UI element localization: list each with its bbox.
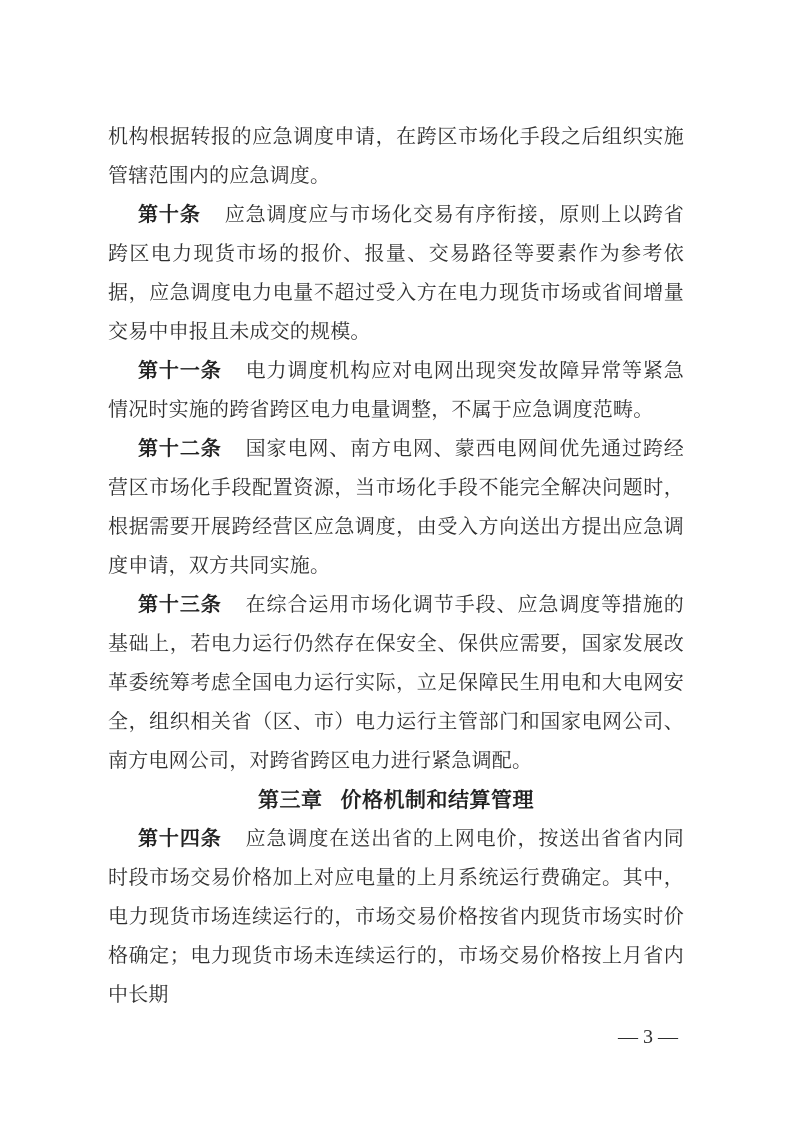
article-number: 第十三条	[138, 594, 222, 616]
article-paragraph-10	[108, 196, 684, 352]
article-paragraph-13	[108, 586, 684, 781]
article-paragraph-11	[108, 352, 684, 430]
paragraph-text: 应急调度应与市场化交易有序衔接，原则上以跨省跨区电力现货市场的报价、报量、交易路径等要素作为参考依据，应急调度电力电量不超过受入方在电力现货市场或省间增量交易中申报且未成交的规模。	[108, 204, 684, 343]
article-paragraph-14	[108, 820, 684, 1015]
document-body	[108, 118, 684, 1049]
paragraph-text: 机构根据转报的应急调度申请，在跨区市场化手段之后组织实施管辖范围内的应急调度。	[108, 126, 684, 187]
chapter-heading	[108, 781, 684, 820]
paragraph-text: 应急调度在送出省的上网电价，按送出省省内同时段市场交易价格加上对应电量的上月系统运行费确定。其中，电力现货市场连续运行的，市场交易价格按省内现货市场实时价格确定；电力现货市场未连续运行的，市场交易价格按上月省内中长期	[108, 828, 684, 1006]
page-footer	[108, 1025, 684, 1049]
paragraph-text: 在综合运用市场化调节手段、应急调度等措施的基础上，若电力运行仍然存在保安全、保供应需要，国家发展改革委统筹考虑全国电力运行实际，立足保障民生用电和大电网安全，组织相关省（区、市）电力运行主管部门和国家电网公司、南方电网公司，对跨省跨区电力进行紧急调配。	[108, 594, 684, 772]
chapter-number: 第三章	[258, 789, 323, 812]
continuation-paragraph	[108, 118, 684, 196]
chapter-title: 价格机制和结算管理	[340, 789, 534, 812]
article-number: 第十一条	[138, 360, 222, 382]
article-number: 第十四条	[138, 828, 222, 850]
paragraph-text: 电力调度机构应对电网出现突发故障异常等紧急情况时实施的跨省跨区电力电量调整，不属于应急调度范畴。	[108, 360, 684, 421]
article-number: 第十条	[138, 204, 201, 226]
article-number: 第十二条	[138, 438, 222, 460]
page-number: — 3 —	[618, 1026, 678, 1048]
paragraph-text: 国家电网、南方电网、蒙西电网间优先通过跨经营区市场化手段配置资源，当市场化手段不能完全解决问题时，根据需要开展跨经营区应急调度，由受入方向送出方提出应急调度申请，双方共同实施。	[108, 438, 684, 577]
article-paragraph-12	[108, 430, 684, 586]
